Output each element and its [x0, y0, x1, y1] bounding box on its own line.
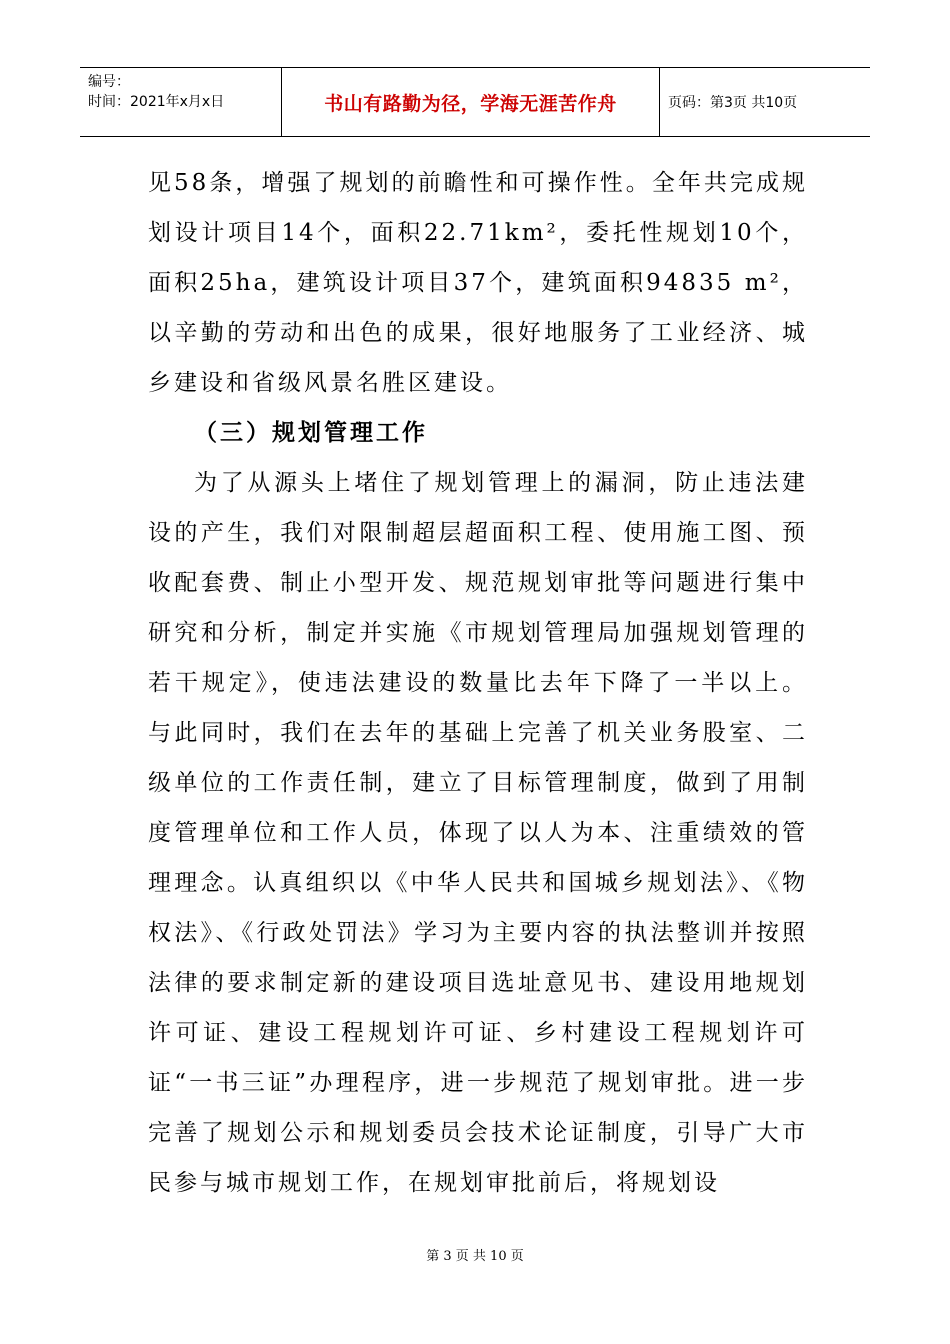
body-paragraph-1: 见58条，增强了规划的前瞻性和可操作性。全年共完成规划设计项目14个，面积22.71km²，委托性规划10个，面积25ha，建筑设计项目37个，建筑面积94835 m²，以辛勤的劳动和出色的成果，很好地服务了工业经济、城乡建设和省级风景名胜区建设。: [148, 170, 808, 396]
body-paragraph-2: 为了从源头上堵住了规划管理上的漏洞，防止违法建设的产生，我们对限制超层超面积工程、使用施工图、预收配套费、制止小型开发、规范规划审批等问题进行集中研究和分析，制定并实施《市规划管理局加强规划管理的若干规定》，使违法建设的数量比去年下降了一半以上。与此同时，我们在去年的基础上完善了机关业务股室、二级单位的工作责任制，建立了目标管理制度，做到了用制度管理单位和工作人员，体现了以人为本、注重绩效的管理理念。认真组织以《中华人民共和国城乡规划法》、《物权法》、《行政处罚法》学习为主要内容的执法整训并按照法律的要求制定新的建设项目选址意见书、建设用地规划许可证、建设工程规划许可证、乡村建设工程规划许可证“一书三证”办理程序，进一步规范了规划审批。进一步完善了规划公示和规划委员会技术论证制度，引导广大市民参与城市规划工作，在规划审批前后，将规划设: [148, 470, 808, 1196]
document-body: [148, 158, 808, 1208]
document-number-label: 编号：: [88, 74, 130, 90]
header-page-info: 页码：第3页 共10页: [668, 95, 798, 111]
document-date-label: 时间：2021年x月x日: [88, 94, 225, 110]
section-heading: （三）规划管理工作: [194, 420, 428, 446]
header-motto: 书山有路勤为径，学海无涯苦作舟: [282, 68, 660, 136]
header-meta: [80, 68, 282, 136]
page-header: [80, 67, 870, 137]
page-footer: 第 3 页 共 10 页: [426, 1249, 524, 1264]
